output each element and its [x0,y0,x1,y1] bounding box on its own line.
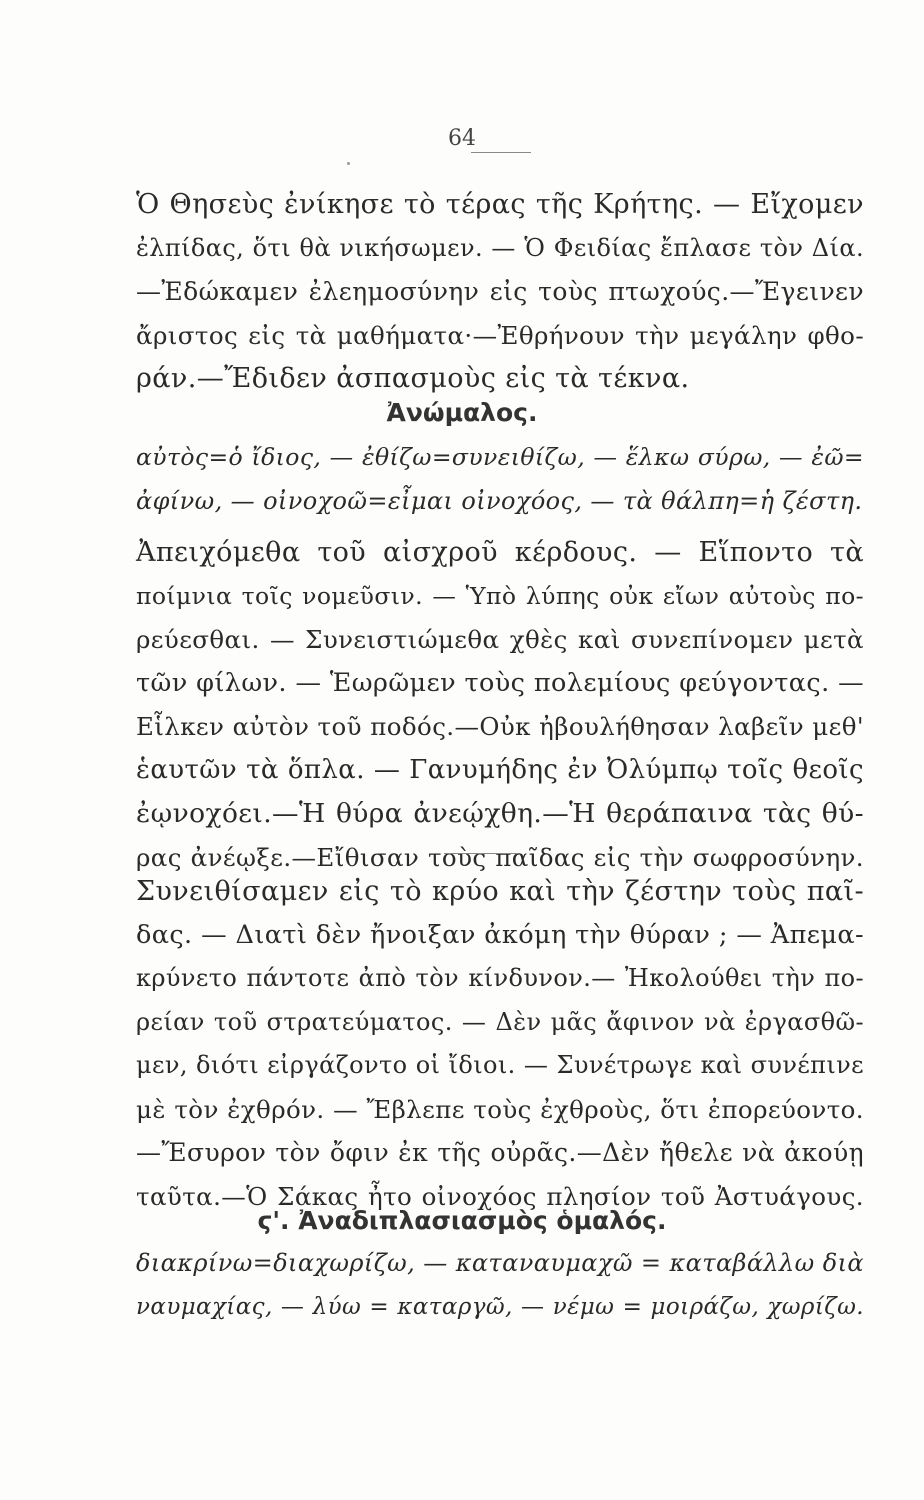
text-line: ρείαν τοῦ στρατεύματος. — Δὲν μᾶς ἄφινον νὰ ἐργασθῶ- [136,1007,864,1036]
section-divider [444,853,518,854]
vocabulary-1 [136,436,864,523]
section-heading-anadiplasiasmos: ϛ'. Ἀναδιπλασιασμὸς ὁμαλός. [257,1206,667,1235]
text-line: Ἀπειχόμεθα τοῦ αἰσχροῦ κέρδους. — Εἵποντο τὰ [136,537,864,568]
vocab-line: αὐτὸς=ὁ ἴδιος, — ἐθίζω=συνειθίζω, — ἕλκω σύρω, — ἐῶ= [136,443,864,471]
text-line: —Ἔσυρον τὸν ὄφιν ἐκ τῆς οὐρᾶς.—Δὲν ἤθελε νὰ ἀκούῃ [136,1138,864,1167]
vocab-line: διακρίνω=διαχωρίζω, — καταναυμαχῶ = καταβάλλω διὰ [136,1249,864,1277]
text-line: ρεύεσθαι. — Συνειστιώμεθα χθὲς καὶ συνεπίνομεν μετὰ [136,625,864,654]
vocab-line: ἀφίνω, — οἰνοχοῶ=εἶμαι οἰνοχόος, — τὰ θάλπη=ἡ ζέστη. [136,486,863,515]
text-line: δας. — Διατὶ δὲν ἤνοιξαν ἀκόμη τὴν θύραν ; — Ἀπεμα- [136,919,864,950]
vocab-line: ναυμαχίας, — λύω = καταργῶ, — νέμω = μοιράζω, χωρίζω. [136,1293,864,1320]
text-line: —Ἐδώκαμεν ἐλεημοσύνην εἰς τοὺς πτωχούς.—Ἔγεινεν [136,277,864,306]
text-line: μὲ τὸν ἐχθρόν. — Ἔβλεπε τοὺς ἐχθροὺς, ὅτι ἐπορεύοντο. [136,1094,864,1124]
text-line: ἐλπίδας, ὅτι θὰ νικήσωμεν. — Ὁ Φειδίας ἔπλασε τὸν Δία. [136,233,864,262]
ink-speck [347,162,350,165]
text-line: ταῦτα.—Ὁ Σάκας ἦτο οἰνοχόος πλησίον τοῦ Ἀστυάγους. [136,1181,864,1211]
vocabulary-2 [136,1242,864,1329]
text-line: Ὁ Θησεὺς ἐνίκησε τὸ τέρας τῆς Κρήτης. — Εἴχομεν [136,189,864,220]
text-line: ἐῳνοχόει.—Ἡ θύρα ἀνεῴχθη.—Ἡ θεράπαινα τὰς θύ- [136,798,864,829]
text-line: μεν, διότι εἰργάζοντο οἱ ἴδιοι. — Συνέτρωγε καὶ συνέπινε [136,1051,864,1079]
text-line: ράν.—Ἔδιδεν ἀσπασμοὺς εἰς τὰ τέκνα. [136,363,690,394]
text-line: Συνειθίσαμεν εἰς τὸ κρύο καὶ τὴν ζέστην τοὺς παῖ- [136,876,864,907]
page-number: 64 [448,126,476,151]
page-number-rule [471,152,531,153]
text-line: ἄριστος εἰς τὰ μαθήματα·—Ἐθρήνουν τὴν μεγάλην φθο- [136,320,864,350]
paragraph-1 [136,183,864,401]
text-line: κρύνετο πάντοτε ἀπὸ τὸν κίνδυνον.— Ἠκολούθει τὴν πο- [136,964,864,992]
text-line: Εἷλκεν αὐτὸν τοῦ ποδός.—Οὐκ ἠβουλήθησαν λαβεῖν μεθ' [136,712,864,741]
paragraph-2 [136,531,864,879]
text-line: τῶν φίλων. — Ἑωρῶμεν τοὺς πολεμίους φεύγοντας. — [136,667,864,698]
text-line: ρας ἀνέῳξε.—Εἴθισαν τοὺς παῖδας εἰς τὴν σωφροσύνην. [136,842,864,872]
text-line: ποίμνια τοῖς νομεῦσιν. — Ὑπὸ λύπης οὐκ εἴων αὐτοὺς πο- [136,581,864,610]
section-heading-anomalos: Ἀνώμαλος. [386,398,538,427]
paragraph-3 [136,870,864,1218]
text-line: ἑαυτῶν τὰ ὅπλα. — Γανυμήδης ἐν Ὀλύμπῳ τοῖς θεοῖς [136,754,864,785]
